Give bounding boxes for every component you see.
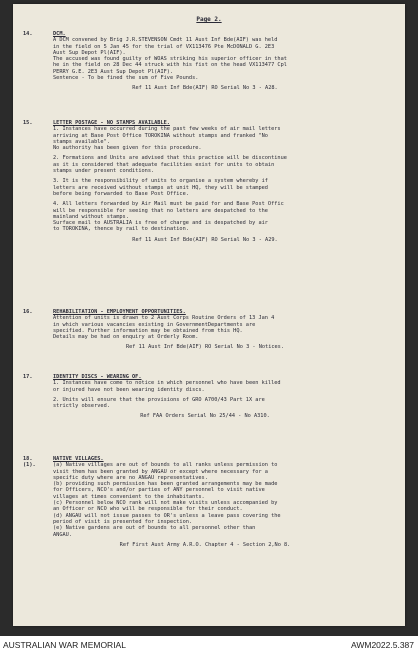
section-line: (e) Native gardens are out of bounds to all personnel other than: [53, 525, 256, 532]
section-line: Attention of units is drawn to 2 Aust Corps Routine Orders of 13 Jan 4: [53, 315, 275, 322]
section-heading: NATIVE VILLAGES.: [53, 456, 104, 462]
section-number: 16.: [23, 309, 33, 315]
section-line: mainland without stamps.: [53, 213, 129, 220]
section-line: specified. Further information may be obtained from this HQ.: [53, 327, 243, 334]
section-18: [23, 456, 397, 548]
section-reference: Ref 11 Aust Inf Bde(AIF) RO Serial No 3 - A28.: [132, 85, 278, 92]
section-line: Aust Sup Depot Pl(AIF).: [53, 49, 126, 56]
section-heading: DCM.: [53, 31, 66, 37]
section-body: [53, 456, 397, 548]
section-reference: Ref First Aust Army A.R.O. Chapter 4 - Section 2,No 8.: [119, 541, 291, 548]
section-line: 2. Formations and Units are advised that this practice will be discontinue: [53, 155, 287, 162]
section-line: (b) providing such permission has been granted arrangements may be made: [53, 481, 278, 488]
section-line: (c) Personnel below NCO rank will not make visits unless accompanied by: [53, 500, 278, 507]
section-line: 1. Instances have come to notice in which personnel who have been killed: [53, 380, 281, 387]
section-body: [53, 374, 397, 420]
section-number: 17.: [23, 374, 33, 380]
section-16: [23, 309, 397, 351]
section-line: 4. All letters forwarded by Air Mail must be paid for and Base Post Offic: [53, 201, 284, 208]
section-line: stamps available".: [53, 138, 110, 145]
section-line: strictly observed.: [53, 403, 110, 410]
section-line: The accused was found guilty of WOAS striking his superior officer in that: [53, 56, 287, 63]
section-number: 15.: [23, 120, 33, 126]
section-17: [23, 374, 397, 420]
section-line: villages at times convenient to the inhabitants.: [53, 493, 205, 500]
section-reference: Ref 11 Aust Inf Bde(AIF) RO Serial No 3 - A29.: [132, 236, 278, 243]
section-line: Surface mail to AUSTRALIA is free of charge and is despatched by air: [53, 220, 268, 227]
footer-accession-number: AWM2022.5.387: [351, 640, 414, 650]
section-line: as it is considered that adequate facilities exist for units to obtain: [53, 161, 275, 168]
footer-bar: [0, 636, 418, 653]
section-line: visit them has been granted by ANGAU or except where necessary for a: [53, 468, 268, 475]
section-line: to TOROKINA, thence by rail to destination.: [53, 226, 189, 233]
section-line: or injured have not been wearing identity discs.: [53, 386, 205, 393]
section-line: in the field on 5 Jan 45 for the trial of VX113476 Pte McDONALD G. 2E3: [53, 43, 275, 50]
section-line: A DCM convened by Brig J.R.STEVENSON Cmdt 11 Aust Inf Bde(AIF) was held: [53, 37, 278, 44]
section-line: period of visit is presented for inspection.: [53, 518, 193, 525]
section-line: arriving at Base Post Office TOROKINA without stamps and franked "No: [53, 132, 268, 139]
section-line: PERRY G.E. 2E3 Aust Sup Depot Pl(AIF).: [53, 68, 174, 75]
section-line: (d) ANGAU will not issue passes to OR's unless a leave pass covering the: [53, 512, 281, 519]
document-page: [13, 4, 405, 626]
section-line: (a) Native villages are out of bounds to all ranks unless permission to: [53, 462, 278, 469]
section-line: for Officers, NCO's and/or parties of ANY personnel to visit native: [53, 487, 265, 494]
section-line: No authority has been given for this procedure.: [53, 145, 202, 152]
section-line: Details may be had on enquiry at Orderly Room.: [53, 334, 199, 341]
section-line: specific duty where are no ANGAU representatives.: [53, 474, 208, 481]
section-line: before being forwarded to Base Post Office.: [53, 190, 189, 197]
section-line: ANGAU.: [53, 531, 72, 538]
section-line: he in the field on 28 Dec 44 struck with his fist on the head VX113477 Cpl: [53, 62, 287, 69]
section-reference: Ref 11 Aust Inf Bde(AIF) RO Serial No 3 - Notices.: [125, 344, 285, 351]
page-title: Page 2.: [196, 16, 222, 23]
section-line: an Officer or NCO who will be responsible for their conduct.: [53, 506, 243, 513]
section-body: [53, 309, 397, 351]
section-heading: IDENTITY DISCS - WEARING OF.: [53, 374, 142, 380]
section-15: [23, 120, 397, 243]
footer-institution: AUSTRALIAN WAR MEMORIAL: [3, 640, 126, 650]
section-line: will be responsible for seeing that no letters are despatched to the: [53, 207, 268, 214]
section-reference: Ref FAA Orders Serial No 25/44 - No A310.: [140, 413, 270, 420]
section-number: 14.: [23, 31, 33, 37]
section-line: 1. Instances have occurred during the past few weeks of air mail letters: [53, 126, 281, 133]
section-line: stamps under present conditions.: [53, 168, 155, 175]
section-14: [23, 31, 397, 92]
section-number: 18. (1).: [23, 456, 36, 469]
section-body: [53, 120, 397, 243]
section-body: [53, 31, 397, 92]
section-line: in which various vacancies existing in GovernmentDepartments are: [53, 321, 256, 328]
section-line: 2. Units will ensure that the provisions of GRO A700/43 Part 1X are: [53, 396, 265, 403]
section-heading: LETTER POSTAGE - NO STAMPS AVAILABLE.: [53, 120, 170, 126]
section-heading: REHABILITATION - EMPLOYMENT OPPORTUNITIES.: [53, 309, 186, 315]
section-line: 3. It is the responsibility of units to organise a system whereby if: [53, 178, 268, 185]
section-line: Sentence - To be fined the sum of Five Pounds.: [53, 75, 199, 82]
section-line: letters are received without stamps at unit HQ, they will be stamped: [53, 184, 268, 191]
